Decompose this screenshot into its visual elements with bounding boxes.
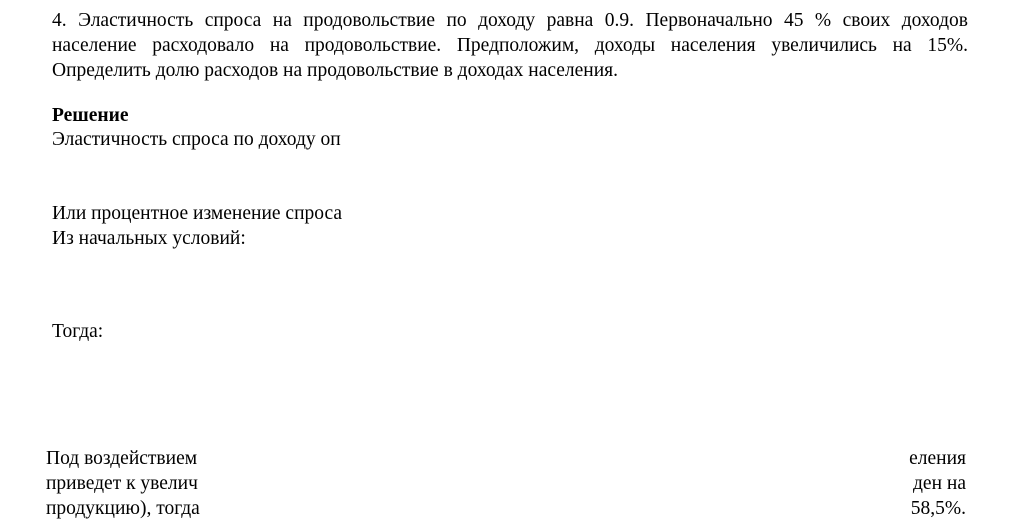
conclusion-row-1: [46, 446, 966, 471]
problem-line-2: население расходовало на продовольствие. Предположим, доходы населения увеличились на 15%.: [52, 35, 968, 56]
conclusion-row-3-left: продукцию), тогда: [46, 498, 200, 519]
conclusion-block: [46, 446, 966, 524]
conclusion-row-3: [46, 496, 966, 521]
conclusion-row-3-right: [906, 496, 966, 521]
percent-change-text: Или процентное изменение спроса: [52, 203, 343, 224]
conclusion-row-1-right-text: еления: [909, 448, 966, 469]
problem-statement: [52, 8, 968, 83]
solution-line-then: Тогда:: [52, 321, 104, 342]
solution-line-percent-change: [52, 201, 355, 226]
solution-heading: Решение: [52, 105, 129, 126]
conclusion-row-2: [46, 471, 966, 496]
conclusion-row-1-left: Под воздействием: [46, 448, 198, 469]
elasticity-text: Эластичность спроса по доходу оп: [52, 129, 341, 150]
conclusion-row-2-right: [886, 471, 966, 496]
solution-line-elasticity: [52, 127, 355, 152]
conclusion-row-2-right-text: ден на: [913, 473, 966, 494]
conclusion-row-1-right: [896, 446, 966, 471]
conclusion-row-2-left: приведет к увелич: [46, 473, 198, 494]
conclusion-row-3-right-text: 58,5%.: [910, 498, 966, 519]
problem-line-3: Определить долю расходов на продовольствие в доходах населения.: [52, 60, 618, 81]
problem-line-1: 4. Эластичность спроса на продовольствие по доходу равна 0.9. Первоначально 45 % своих доходов: [52, 10, 968, 31]
solution-line-initial-conditions: Из начальных условий:: [52, 228, 246, 249]
